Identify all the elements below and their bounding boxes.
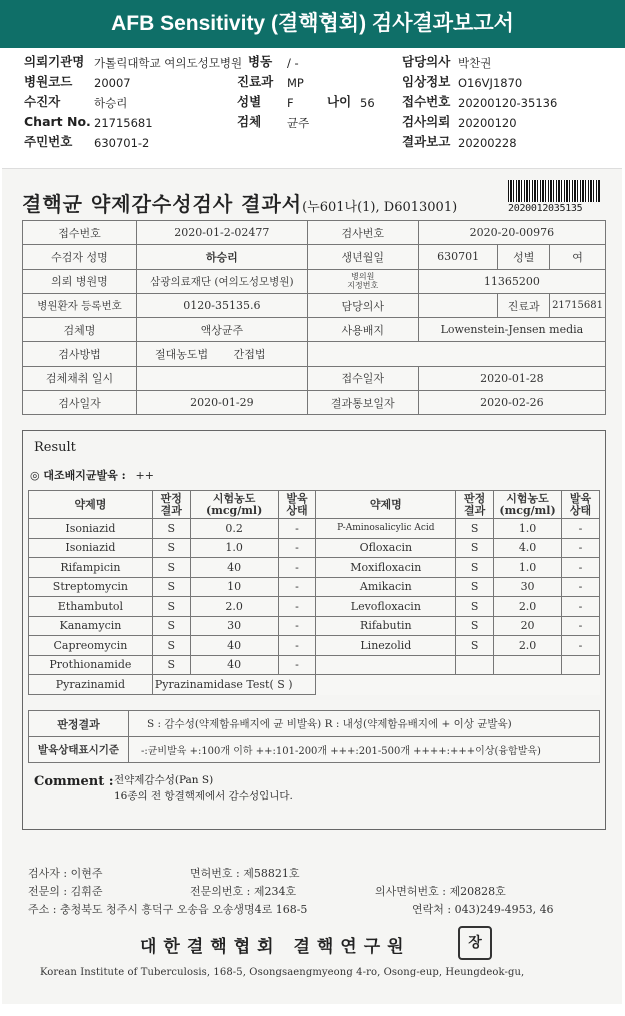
cell: 2020-01-28	[418, 366, 605, 390]
cell: 4.0	[494, 538, 562, 558]
organization-name: 대한결핵협회 결핵연구원	[140, 937, 411, 957]
table-row	[29, 597, 600, 617]
cell: S	[152, 519, 190, 539]
column-header: 약제명	[316, 491, 456, 519]
value: MP	[287, 76, 304, 90]
cell: 2.0	[190, 597, 278, 617]
table-row	[23, 269, 606, 293]
cell: 담당의사	[307, 293, 418, 317]
cell: Rifampicin	[29, 558, 153, 578]
license-no: 면허번호 : 제58821호	[190, 867, 300, 880]
cell: S	[456, 616, 494, 636]
title-code: (누601나(1), D6013001)	[302, 200, 458, 215]
cell: 검체채취 일시	[23, 366, 137, 390]
cell: 발육상태표시기준	[29, 737, 129, 763]
cell: Ethambutol	[29, 597, 153, 617]
cell: 40	[190, 636, 278, 656]
cell	[136, 366, 307, 390]
cell: 병의원 지정번호	[307, 269, 418, 293]
drug-table	[28, 490, 600, 695]
table-row	[29, 577, 600, 597]
cell: -	[278, 519, 316, 539]
table-row	[23, 342, 606, 366]
table-row	[23, 293, 606, 317]
value: 박찬권	[458, 56, 492, 70]
label: Chart No.	[24, 114, 91, 129]
cell: 0120-35135.6	[136, 293, 307, 317]
cell: 1.0	[190, 538, 278, 558]
cell: S	[456, 636, 494, 656]
cell: 21715681	[550, 293, 606, 317]
column-header: 시험농도 (mcg/ml)	[190, 491, 278, 519]
cell: 2020-20-00976	[418, 221, 605, 245]
value: 20007	[94, 76, 131, 90]
barcode-number: 2020012035135	[508, 203, 583, 214]
specialist-no: 전문의번호 : 제234호	[190, 885, 297, 898]
method-absolute: 절대농도법	[154, 348, 209, 362]
cell	[562, 655, 600, 675]
cell: S	[152, 538, 190, 558]
pza-value: Pyrazinamidase Test( S )	[152, 675, 316, 695]
comment-line-1: 전약제감수성(Pan S)	[114, 774, 214, 786]
cell: 검사번호	[307, 221, 418, 245]
cell: 2020-02-26	[418, 391, 605, 415]
cell: 0.2	[190, 519, 278, 539]
cell: 2.0	[494, 597, 562, 617]
table-row	[29, 675, 600, 695]
value: 20200120-35136	[458, 96, 558, 110]
cell	[307, 342, 605, 366]
cell: S	[456, 538, 494, 558]
cell: S	[152, 616, 190, 636]
cell: -:균비발육 +:100개 이하 ++:101-200개 +++:201-500개 ++++:+++이상(융합발육)	[129, 737, 600, 763]
label: 담당의사	[402, 54, 451, 69]
cell: S	[456, 597, 494, 617]
value: 56	[360, 96, 375, 110]
cell: S	[456, 558, 494, 578]
cell: 40	[190, 655, 278, 675]
label: 접수번호	[402, 94, 451, 109]
cell: Prothionamide	[29, 655, 153, 675]
label: 검사의뢰	[402, 114, 451, 129]
column-header: 약제명	[29, 491, 153, 519]
cell: 30	[494, 577, 562, 597]
column-header: 발육 상태	[278, 491, 316, 519]
value: 가톨릭대학교 여의도성모병원	[94, 56, 243, 70]
cell: 40	[190, 558, 278, 578]
cell: 2.0	[494, 636, 562, 656]
cell: S	[456, 577, 494, 597]
legend-table	[28, 710, 600, 763]
document-title	[22, 188, 457, 217]
cell: 630701	[418, 245, 498, 269]
label: 임상정보	[402, 74, 451, 89]
cell: P-Aminosalicylic Acid	[316, 519, 456, 539]
cell: 하승리	[136, 245, 307, 269]
doctor-license-no: 의사면허번호 : 제20828호	[375, 885, 506, 898]
value: 21715681	[94, 116, 153, 130]
cell: 여	[550, 245, 606, 269]
cell	[418, 293, 498, 317]
label: 의뢰기관명	[24, 54, 85, 69]
table-row	[29, 636, 600, 656]
cell: -	[278, 616, 316, 636]
label: 주민번호	[24, 134, 73, 149]
specialist: 전문의 : 김휘준	[28, 885, 103, 898]
cell: Rifabutin	[316, 616, 456, 636]
cell: 검사방법	[23, 342, 137, 366]
cell: 판정결과	[29, 711, 129, 737]
method-indirect: 간접법	[233, 348, 266, 362]
value: / -	[287, 56, 299, 70]
label: 나이	[327, 94, 352, 109]
table-row	[23, 366, 606, 390]
control-value: ++	[135, 469, 154, 482]
value: O16VJ1870	[458, 76, 523, 90]
cell: 결과통보일자	[307, 391, 418, 415]
cell: -	[562, 519, 600, 539]
table-row	[29, 519, 600, 539]
cell: 30	[190, 616, 278, 636]
cell: S	[152, 558, 190, 578]
cell: Kanamycin	[29, 616, 153, 636]
cell: -	[278, 538, 316, 558]
cell: 10	[190, 577, 278, 597]
table-header	[29, 491, 600, 519]
cell: Ofloxacin	[316, 538, 456, 558]
official-seal: 장	[458, 926, 492, 960]
table-row	[23, 245, 606, 269]
cell: 2020-01-29	[136, 391, 307, 415]
column-header: 발육 상태	[562, 491, 600, 519]
control-growth	[30, 467, 154, 483]
cell: Capreomycin	[29, 636, 153, 656]
cell: S	[456, 519, 494, 539]
cell: 2020-01-2-02477	[136, 221, 307, 245]
barcode	[508, 180, 600, 202]
table-row	[29, 558, 600, 578]
cell: Isoniazid	[29, 519, 153, 539]
cell: -	[562, 597, 600, 617]
table-row	[23, 318, 606, 342]
cell: 접수번호	[23, 221, 137, 245]
cell: 삼광의료재단 (여의도성모병원)	[136, 269, 307, 293]
label: 수진자	[24, 94, 61, 109]
column-header: 판정 결과	[456, 491, 494, 519]
cell: -	[562, 538, 600, 558]
table-row	[23, 391, 606, 415]
table-row	[29, 538, 600, 558]
cell: 성별	[498, 245, 550, 269]
column-header: 시험농도 (mcg/ml)	[494, 491, 562, 519]
cell: Amikacin	[316, 577, 456, 597]
cell: 11365200	[418, 269, 605, 293]
comment-label: Comment :	[34, 774, 114, 789]
table-row	[29, 616, 600, 636]
table-row	[29, 737, 600, 763]
cell: 수검자 성명	[23, 245, 137, 269]
cell: 생년월일	[307, 245, 418, 269]
value: F	[287, 96, 294, 110]
cell: -	[278, 636, 316, 656]
cell	[316, 655, 456, 675]
table-row	[29, 655, 600, 675]
examiner: 검사자 : 이현주	[28, 867, 103, 880]
comment-line-2: 16종의 전 항결핵제에서 감수성입니다.	[114, 790, 293, 802]
cell	[494, 655, 562, 675]
label: 병동	[248, 54, 273, 69]
label: 진료과	[237, 74, 274, 89]
value: 균주	[287, 116, 310, 130]
cell: 접수일자	[307, 366, 418, 390]
cell: 1.0	[494, 519, 562, 539]
cell: 20	[494, 616, 562, 636]
cell: Levofloxacin	[316, 597, 456, 617]
value: 하승리	[94, 96, 128, 110]
cell: S	[152, 577, 190, 597]
cell: -	[562, 577, 600, 597]
cell: S	[152, 597, 190, 617]
cell: 액상균주	[136, 318, 307, 342]
cell	[136, 342, 307, 366]
cell: -	[278, 558, 316, 578]
cell: -	[562, 558, 600, 578]
table-row	[23, 221, 606, 245]
cell: Lowenstein-Jensen media	[418, 318, 605, 342]
cell: S	[152, 655, 190, 675]
cell: -	[278, 577, 316, 597]
table-row	[29, 711, 600, 737]
cell: -	[278, 655, 316, 675]
value: 20200228	[458, 136, 517, 150]
cell: 병원환자 등록번호	[23, 293, 137, 317]
cell: 의뢰 병원명	[23, 269, 137, 293]
pza-name: Pyrazinamid	[29, 675, 153, 695]
title-text: 결핵균 약제감수성검사 결과서	[22, 192, 303, 216]
cell: -	[278, 597, 316, 617]
report-title-bar: AFB Sensitivity (결핵협회) 검사결과보고서	[0, 0, 625, 48]
cell: 검체명	[23, 318, 137, 342]
cell: -	[562, 636, 600, 656]
value: 20200120	[458, 116, 517, 130]
cell: 1.0	[494, 558, 562, 578]
label: 검체	[237, 114, 262, 129]
label: 결과보고	[402, 134, 451, 149]
cell: S : 감수성(약제함유배지에 균 비발육) R : 내성(약제함유배지에 + 이상 균발육)	[129, 711, 600, 737]
value: 630701-2	[94, 136, 150, 150]
result-label: Result	[34, 440, 76, 455]
cell: 진료과	[498, 293, 550, 317]
control-label: ◎ 대조배지균발육 :	[30, 469, 126, 482]
cell: -	[562, 616, 600, 636]
reception-table	[22, 220, 606, 415]
column-header: 판정 결과	[152, 491, 190, 519]
contact: 연락처 : 043)249-4953, 46	[412, 903, 554, 916]
cell: 사용배지	[307, 318, 418, 342]
cell	[456, 655, 494, 675]
cell: Isoniazid	[29, 538, 153, 558]
cell: Linezolid	[316, 636, 456, 656]
cell: 검사일자	[23, 391, 137, 415]
organization-english: Korean Institute of Tuberculosis, 168-5, Osongsaengmyeong 4-ro, Osong-eup, Heungdeok-gu,	[40, 967, 525, 978]
cell: S	[152, 636, 190, 656]
label: 성별	[237, 94, 262, 109]
address: 주소 : 충청북도 청주시 흥덕구 오송읍 오송생명4로 168-5	[28, 903, 308, 916]
cell: Streptomycin	[29, 577, 153, 597]
label: 병원코드	[24, 74, 73, 89]
cell: Moxifloxacin	[316, 558, 456, 578]
